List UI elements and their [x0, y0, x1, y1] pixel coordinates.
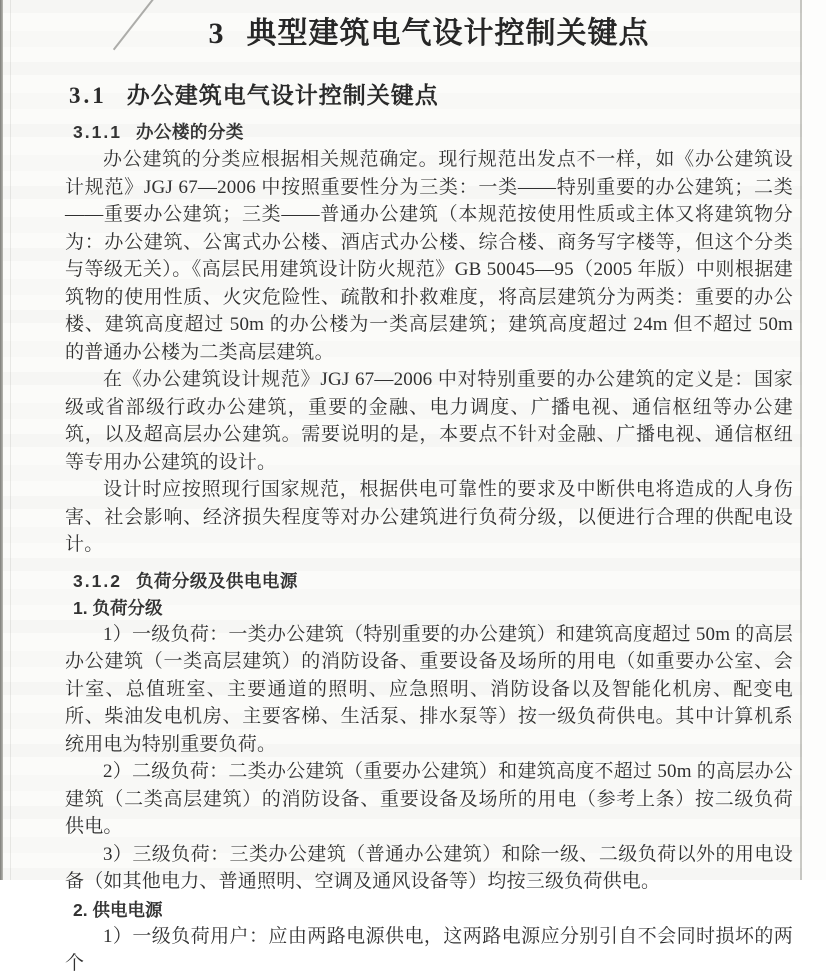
paragraph-load-level-1: 1）一级负荷：一类办公建筑（特别重要的办公建筑）和建筑高度超过 50m 的高层办公建筑（一类高层建筑）的消防设备、重要设备及场所的用电（如重要办公室、会计室、总值班室、主要通道的照明、应急照明、消防设备以及智能化机房、配变电所、柴油发电机房、主要客梯、生活泵、排水泵等）按一级负荷供电。其中计算机系统用电为特别重要负荷。 [65, 623, 793, 755]
paragraph-load-level-2: 2）二级负荷：二类办公建筑（重要办公建筑）和建筑高度不超过 50m 的高层办公建筑（二类高层建筑）的消防设备、重要设备及场所的用电（参考上条）按二级负荷供电。 [65, 761, 793, 837]
chapter-title: 典型建筑电气设计控制关键点 [246, 17, 650, 50]
subsection-title: 负荷分级及供电电源 [135, 570, 298, 591]
item-label-power-source: 2. 供电电源 [73, 899, 163, 920]
scan-edge-right-margin [802, 0, 826, 880]
section-number: 3.1 [69, 83, 107, 108]
chapter-number: 3 [208, 17, 225, 50]
section-title: 办公建筑电气设计控制关键点 [126, 83, 439, 108]
page-content [65, 0, 793, 978]
item-label-load-classification: 1. 负荷分级 [73, 597, 163, 618]
paragraph-definition: 在《办公建筑设计规范》JGJ 67—2006 中对特别重要的办公建筑的定义是：国家级或省部级行政办公建筑，重要的金融、电力调度、广播电视、通信枢纽等办公建筑，以及超高层办公建筑。需要说明的是，本要点不针对金融、广播电视、通信枢纽等专用办公建筑的设计。 [65, 369, 793, 473]
scan-edge-left [0, 0, 3, 880]
scan-edge-left-faint-line [10, 0, 11, 880]
section-heading [69, 77, 793, 110]
subsection-heading-3-1-2 [73, 568, 793, 593]
subsection-number: 3.1.2 [73, 570, 122, 591]
paragraph-load-level-3: 3）三级负荷：三类办公建筑（普通办公建筑）和除一级、二级负荷以外的用电设备（如其他电力、普通照明、空调及通风设备等）均按三级负荷供电。 [65, 843, 793, 892]
paragraph-design-principle: 设计时应按照现行国家规范，根据供电可靠性的要求及中断供电将造成的人身伤害、社会影响、经济损失程度等对办公建筑进行负荷分级，以便进行合理的供配电设计。 [65, 479, 793, 555]
chapter-heading [65, 8, 793, 52]
paragraph-classification: 办公建筑的分类应根据相关规范确定。现行规范出发点不一样，如《办公建筑设计规范》JGJ 67—2006 中按照重要性分为三类：一类——特别重要的办公建筑；二类——重要办公建筑；三类——普通办公建筑（本规范按使用性质或主体又将建筑物分为：办公建筑、公寓式办公楼、酒店式办公楼、综合楼、商务写字楼等，但这个分类与等级无关）。《高层民用建筑设计防火规范》GB 50045—95（2005 年版）中则根据建筑物的使用性质、火灾危险性、疏散和扑救难度，将高层建筑分为两类：重要的办公楼、建筑高度超过 50m 的办公楼为一类高层建筑；建筑高度超过 24m 但不超过 50m 的普通办公楼为二类高层建筑。 [65, 149, 793, 363]
subsection-title: 办公楼的分类 [135, 122, 244, 142]
subsection-heading-3-1-1 [73, 119, 793, 144]
paragraph-power-source-1: 1）一级负荷用户：应由两路电源供电，这两路电源应分别引自不会同时损坏的两个 [65, 925, 793, 974]
subsection-number: 3.1.1 [73, 122, 122, 142]
